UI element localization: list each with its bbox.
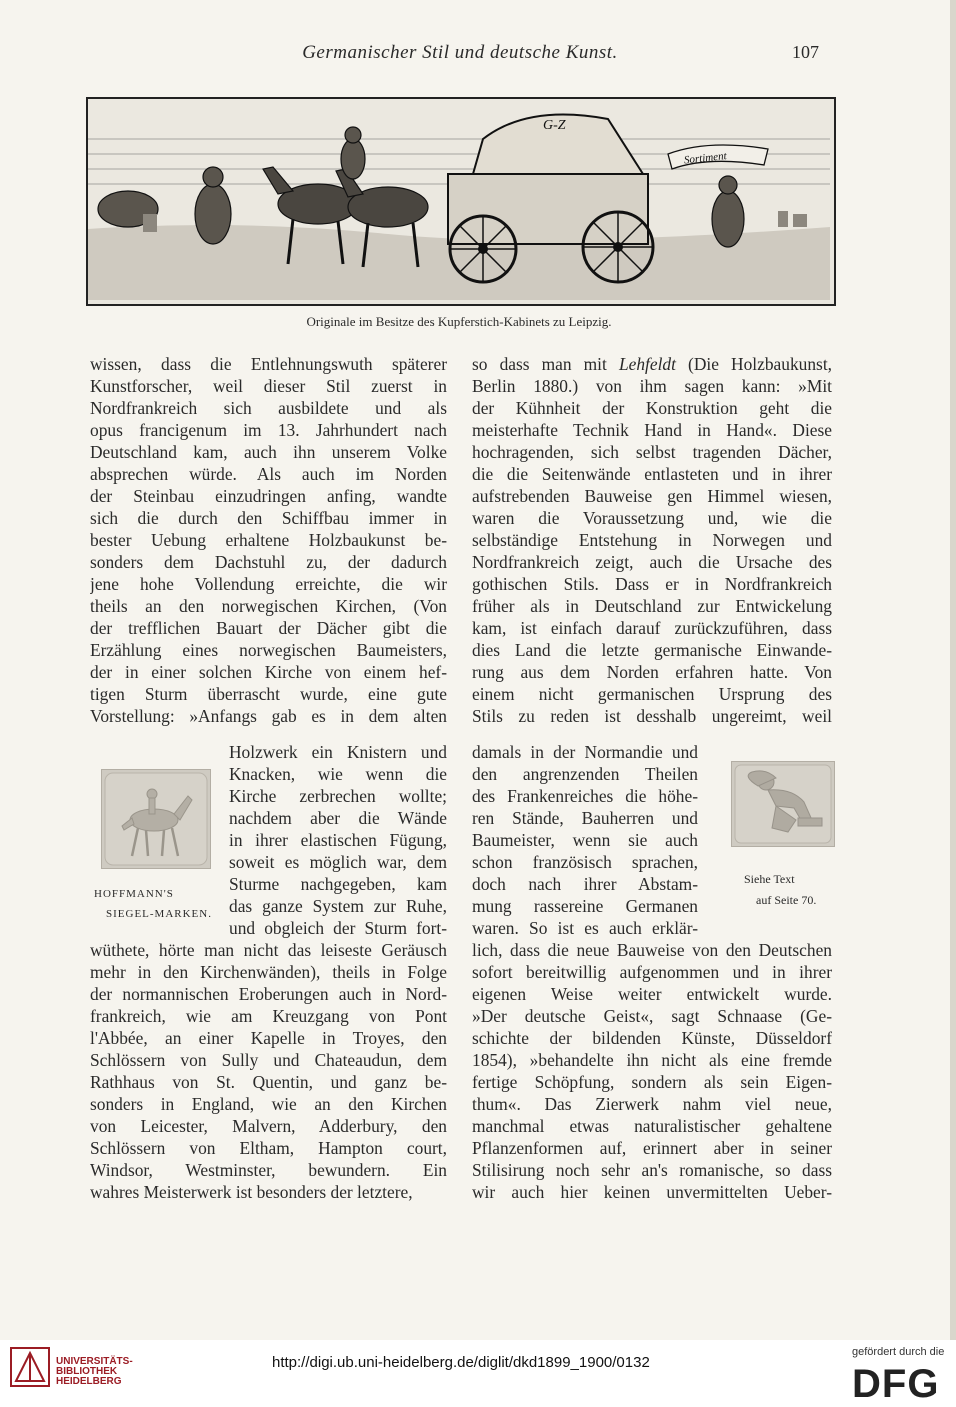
text-line: der normannischen Eroberungen auch in Nord-	[90, 984, 447, 1004]
text-line: wahres Meisterwerk ist besonders der letztere,	[90, 1182, 413, 1202]
right-figure-caption-1: Siehe Text	[744, 872, 795, 886]
cart-label: G-Z	[543, 118, 566, 133]
horse-relief-image	[101, 769, 211, 869]
text-line: nachdem aber die Wände	[229, 808, 447, 828]
kneeling-figure-relief-image	[731, 761, 835, 847]
text-line: eigenen Weise weiter entwickelt wurde.	[472, 984, 832, 1004]
text-line: dies Land die letzte germanische Einwande-	[472, 640, 832, 660]
left-column-bottom	[90, 939, 447, 1203]
university-library-name	[56, 1357, 133, 1387]
text-line: waren. So ist es auch erklär-	[472, 918, 698, 938]
dfg-logo: DFG	[852, 1362, 940, 1406]
text-line: der Kühnheit der Konstruktion geht die	[472, 398, 832, 418]
text-line: Kirche zerbrechen wollte;	[229, 786, 447, 806]
text-line: lich, dass die neue Bauweise von den Deutschen	[472, 940, 832, 960]
text-line: thum«. Das Zierwerk nahm viel neue,	[472, 1094, 832, 1114]
text-line: sofort bereitwillig aufgenommen und in ihrer	[472, 962, 832, 982]
left-column-top	[90, 353, 447, 727]
institution-line: UNIVERSITÄTS-	[56, 1356, 133, 1367]
digitization-footer	[0, 1340, 956, 1407]
text-line: Schlössern von Sully und Chateaudun, dem	[90, 1050, 447, 1070]
text-line: Nordfrankreich sich ausbildete und als	[90, 398, 447, 418]
institution-line: HEIDELBERG	[56, 1376, 122, 1387]
text-line: mehr in den Kirchenwänden), theils in Folge	[90, 962, 447, 982]
right-figure-caption-2: auf Seite 70.	[756, 893, 817, 907]
text-line: wissen, dass die Entlehnungswuth späterer	[90, 354, 447, 374]
text-line: des Frankenreiches die höhe-	[472, 786, 698, 806]
text-line: wüthete, hörte man nicht das leiseste Geräusch	[90, 940, 447, 960]
text-line: »Der deutsche Geist«, sagt Schnaase (Ge-	[472, 1006, 832, 1026]
institution-line: BIBLIOTHEK	[56, 1366, 118, 1377]
text-line: Knacken, wie wenn die	[229, 764, 447, 784]
text-line: den angrenzenden Theilen	[472, 764, 698, 784]
text-line: frankreich, wie am Kreuzgang von Pont	[90, 1006, 447, 1026]
text-line: Vorstellung: »Anfangs gab es in dem alten	[90, 706, 447, 726]
woodcut-drawing	[88, 99, 830, 300]
sponsor-text: gefördert durch die	[852, 1346, 945, 1358]
text-line: Berlin 1880.) von ihm sagen kann: »Mit	[472, 376, 832, 396]
university-library-logo-icon	[10, 1347, 50, 1387]
text-line: jene hohe Vollendung erreichte, die wir	[90, 574, 447, 594]
text-line: der Steinbau einzudringen anfing, wandte	[90, 486, 447, 506]
text-line: kam, ist einfach darauf zurückzuführen, dass	[472, 618, 832, 638]
text-line: Stils zu reden ist desshalb ungereimt, weil	[472, 706, 832, 726]
right-column-top	[472, 353, 832, 727]
text-line: ren Stände, Bauherren und	[472, 808, 698, 828]
text-line: der trefflichen Bauart der Dächer gibt die	[90, 618, 447, 638]
page-edge	[950, 0, 956, 1340]
woodcut-illustration	[86, 97, 836, 306]
text-line: manchmal etwas naturalistischer gehaltene	[472, 1116, 832, 1136]
text-line: Sturme nachgegeben, kam	[229, 874, 447, 894]
text-line: mung rassereine Germanen	[472, 896, 698, 916]
horse-rider-drawing	[102, 770, 210, 868]
text-line: doch nach ihrer Abstam-	[472, 874, 698, 894]
plate-caption: Originale im Besitze des Kupferstich-Kabinets zu Leipzig.	[306, 314, 612, 329]
text-span: so dass man mit	[472, 354, 619, 374]
text-line: und obgleich der Sturm fort-	[229, 918, 447, 938]
text-line: wir auch hier keinen unvermittelten Ueber-	[472, 1182, 832, 1202]
text-line: l'Abbée, an einer Kapelle in Troyes, den	[90, 1028, 447, 1048]
text-line: Windsor, Westminster, bewundern. Ein	[90, 1160, 447, 1180]
text-line: 1854), »behandelte ihn nicht als eine fremde	[472, 1050, 832, 1070]
text-line: aufstrebenden Bauweise gen Himmel wiesen,	[472, 486, 832, 506]
permalink-url[interactable]: http://digi.ub.uni-heidelberg.de/diglit/dkd1899_1900/0132	[272, 1354, 650, 1371]
text-line: selbständige Entstehung in Norwegen und	[472, 530, 832, 550]
text-line: in ihrer elastischen Fügung,	[229, 830, 447, 850]
text-line: von Leicester, Malvern, Adderbury, den	[90, 1116, 447, 1136]
text-line: Pflanzenformen auf, erinnert aber in seiner	[472, 1138, 832, 1158]
text-line: früher als in Deutschland zur Entwickelung	[472, 596, 832, 616]
text-line: soweit es möglich war, dem	[229, 852, 447, 872]
text-line: waren die Voraussetzung und, wie die	[472, 508, 832, 528]
text-line: einem nicht germanischen Ursprung des	[472, 684, 832, 704]
text-line: Kunstforscher, weil dieser Stil zuerst in	[90, 376, 447, 396]
page-number: 107	[792, 42, 819, 62]
text-line: die die Seitenwände entlasteten und in ihrer	[472, 464, 832, 484]
text-line: bester Uebung erhaltene Holzbaukunst be-	[90, 530, 447, 550]
right-column-bottom	[472, 939, 832, 1203]
text-line: gothischen Stils. Dass er in Nordfrankreich	[472, 574, 832, 594]
text-line: Nordfrankreich zeigt, auch die Ursache des	[472, 552, 832, 572]
text-line: tigen Sturm überrascht wurde, eine gute	[90, 684, 447, 704]
right-column-narrow	[472, 741, 698, 939]
left-figure-caption-1: HOFFMANN'S	[94, 888, 174, 900]
text-line: Stilisirung noch sehr an's romanische, so dass	[472, 1160, 832, 1180]
kneeling-figure-drawing	[732, 762, 834, 846]
text-line: fertige Schöpfung, sondern als sein Eigen-	[472, 1072, 832, 1092]
running-header-title: Germanischer Stil und deutsche Kunst.	[302, 42, 618, 63]
left-column-narrow	[229, 741, 447, 939]
text-line: sich die durch den Schiffbau immer in	[90, 508, 447, 528]
text-line: Erzählung eines norwegischen Baumeisters,	[90, 640, 447, 660]
text-line-first	[472, 353, 832, 375]
text-line: Baumeister, wenn sie auch	[472, 830, 698, 850]
text-line: theils an den norwegischen Kirchen, (Von	[90, 596, 447, 616]
text-line: Schlössern von Eltham, Hampton court,	[90, 1138, 447, 1158]
left-figure-caption-2: SIEGEL-MARKEN.	[106, 908, 212, 920]
text-line: sonders dem Dachstuhl zu, der dadurch	[90, 552, 447, 572]
text-line: der in einer solchen Kirche von einem hef-	[90, 662, 447, 682]
text-line: das ganze System zur Ruhe,	[229, 896, 447, 916]
text-span: (Die Holzbaukunst,	[675, 354, 832, 374]
author-name: Lehfeldt	[618, 354, 676, 374]
text-line: schichte der bildenden Künste, Düsseldorf	[472, 1028, 832, 1048]
banner-label: Sortiment	[683, 150, 728, 167]
text-line: Deutschland kam, auch ihn unserem Volke	[90, 442, 447, 462]
text-line: opus francigenum im 13. Jahrhundert nach	[90, 420, 447, 440]
text-line: rung aus dem Norden erfahren hatte. Von	[472, 662, 832, 682]
text-line: damals in der Normandie und	[472, 742, 698, 762]
text-line: sonders in England, wie an den Kirchen	[90, 1094, 447, 1114]
text-line: schon französisch sprachen,	[472, 852, 698, 872]
text-line: hochragenden, sich selbst tragenden Dächer,	[472, 442, 832, 462]
text-line: Holzwerk ein Knistern und	[229, 742, 447, 762]
text-line: absprechen würde. Als auch im Norden	[90, 464, 447, 484]
text-line: meisterhafte Technik Hand in Hand«. Diese	[472, 420, 832, 440]
text-line: Rathhaus von St. Quentin, und ganz be-	[90, 1072, 447, 1092]
